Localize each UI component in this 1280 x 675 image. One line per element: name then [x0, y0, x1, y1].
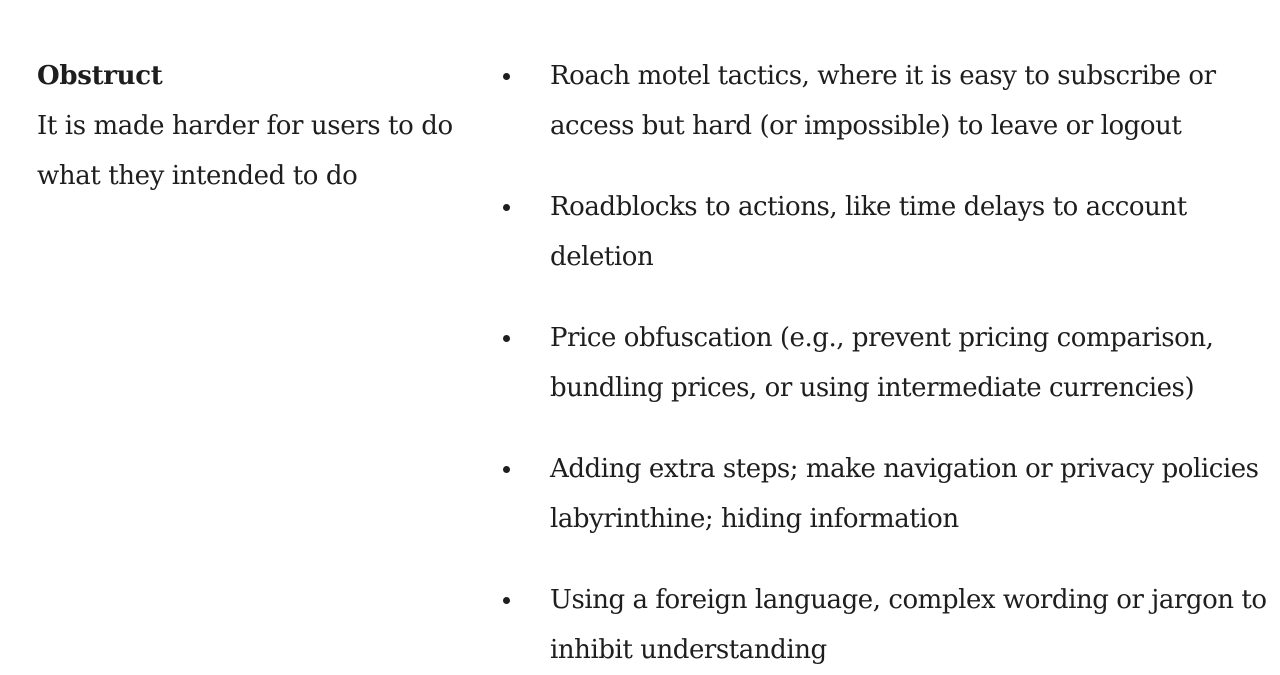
list-item-text: Roach motel tactics, where it is easy to subscribe or access but hard (or impossible) to leave or logout [550, 61, 1216, 141]
list-item-text: Adding extra steps; make navigation or privacy policies labyrinthine; hiding information [550, 454, 1259, 534]
bullet-icon [503, 335, 510, 342]
list-item [498, 313, 1278, 413]
bullet-icon [503, 204, 510, 211]
list-item-text: Price obfuscation (e.g., prevent pricing comparison, bundling prices, or using intermediate currencies) [550, 323, 1214, 403]
term-definition: It is made harder for users to do what they intended to do [37, 111, 453, 191]
term-column [37, 56, 457, 201]
bullet-icon [503, 466, 510, 473]
bullet-icon [503, 73, 510, 80]
list-item [498, 575, 1278, 675]
bullet-icon [503, 597, 510, 604]
examples-list [498, 51, 1278, 675]
list-item-text: Using a foreign language, complex wording or jargon to inhibit understanding [550, 585, 1267, 665]
term-heading: Obstruct [37, 61, 163, 91]
list-item [498, 444, 1278, 544]
list-item [498, 182, 1278, 282]
list-item [498, 51, 1278, 151]
list-item-text: Roadblocks to actions, like time delays to account deletion [550, 192, 1187, 272]
